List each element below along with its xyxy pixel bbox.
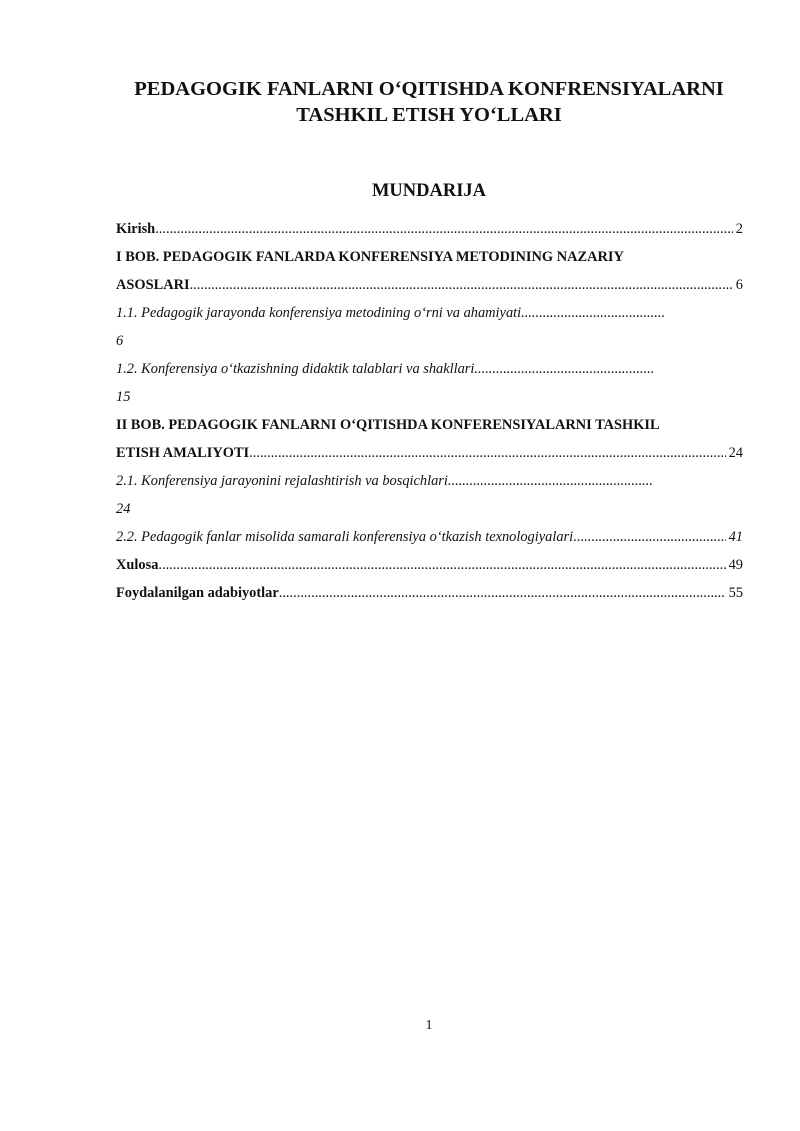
toc-entry-label: Foydalanilgan adabiyotlar [116, 585, 279, 601]
toc-entry-page: 6 [116, 333, 124, 349]
toc-entry-label: Xulosa [116, 557, 159, 573]
toc-leader-dots [190, 275, 733, 295]
toc-entry-page: 24 [728, 445, 743, 461]
toc-entry-page: 6 [735, 277, 743, 293]
toc-entry-page: 55 [728, 585, 743, 601]
toc-entry-chapter-2-line-1[interactable]: II BOB. PEDAGOGIK FANLARNI O‘QITISHDA KONFERENSIYALARNI TASHKIL [116, 417, 660, 433]
toc-leader-dots [573, 527, 725, 547]
toc-entry-label: 1.1. Pedagogik jarayonda konferensiya metodining o‘rni va ahamiyati [116, 305, 522, 321]
toc-entry-section-1-2[interactable] [116, 359, 726, 379]
toc-entry-page: 24 [116, 501, 131, 517]
toc-entry-chapter-1[interactable] [116, 275, 743, 295]
toc-entry-kirish[interactable] [116, 219, 743, 239]
document-title-line-2: TASHKIL ETISH YO‘LLARI [296, 104, 562, 126]
toc-leader-dots: ........................................ [521, 305, 666, 321]
toc-leader-dots [249, 443, 725, 463]
toc-entry-page: 15 [116, 389, 131, 405]
toc-entry-label: 2.1. Konferensiya jarayonini rejalashtirish va bosqichlari [116, 473, 448, 489]
toc-entry-label: ETISH AMALIYOTI [116, 445, 250, 461]
toc-leader-dots: .................................................. [474, 361, 655, 377]
toc-entry-references[interactable] [116, 583, 743, 603]
document-title-line-1: PEDAGOGIK FANLARNI O‘QITISHDA KONFRENSIYALARNI [134, 78, 724, 100]
toc-leader-dots: ......................................................... [447, 473, 653, 489]
toc-entry-page: 41 [728, 529, 743, 545]
toc-entry-page: 49 [728, 557, 743, 573]
toc-entry-xulosa[interactable] [116, 555, 743, 575]
toc-entry-label: Kirish [116, 221, 156, 237]
toc-entry-label: 2.2. Pedagogik fanlar misolida samarali konferensiya o‘tkazish texnologiyalari [116, 529, 574, 545]
toc-entry-section-2-1[interactable] [116, 471, 726, 491]
toc-leader-dots [279, 583, 726, 603]
toc-leader-dots [155, 219, 733, 239]
toc-entry-chapter-2[interactable] [116, 443, 743, 463]
toc-entry-label: 1.2. Konferensiya o‘tkazishning didaktik talablari va shakllari [116, 361, 475, 377]
toc-heading: MUNDARIJA [371, 181, 487, 201]
toc-entry-section-1-1[interactable] [116, 303, 736, 323]
toc-entry-label: ASOSLARI [116, 277, 190, 293]
page-number: 1 [425, 1018, 433, 1033]
toc-entry-chapter-1-line-1[interactable]: I BOB. PEDAGOGIK FANLARDA KONFERENSIYA METODINING NAZARIY [116, 249, 624, 265]
toc-leader-dots [158, 555, 725, 575]
toc-entry-page: 2 [735, 221, 743, 237]
document-title [90, 76, 768, 128]
toc-entry-section-2-2[interactable] [116, 527, 743, 547]
